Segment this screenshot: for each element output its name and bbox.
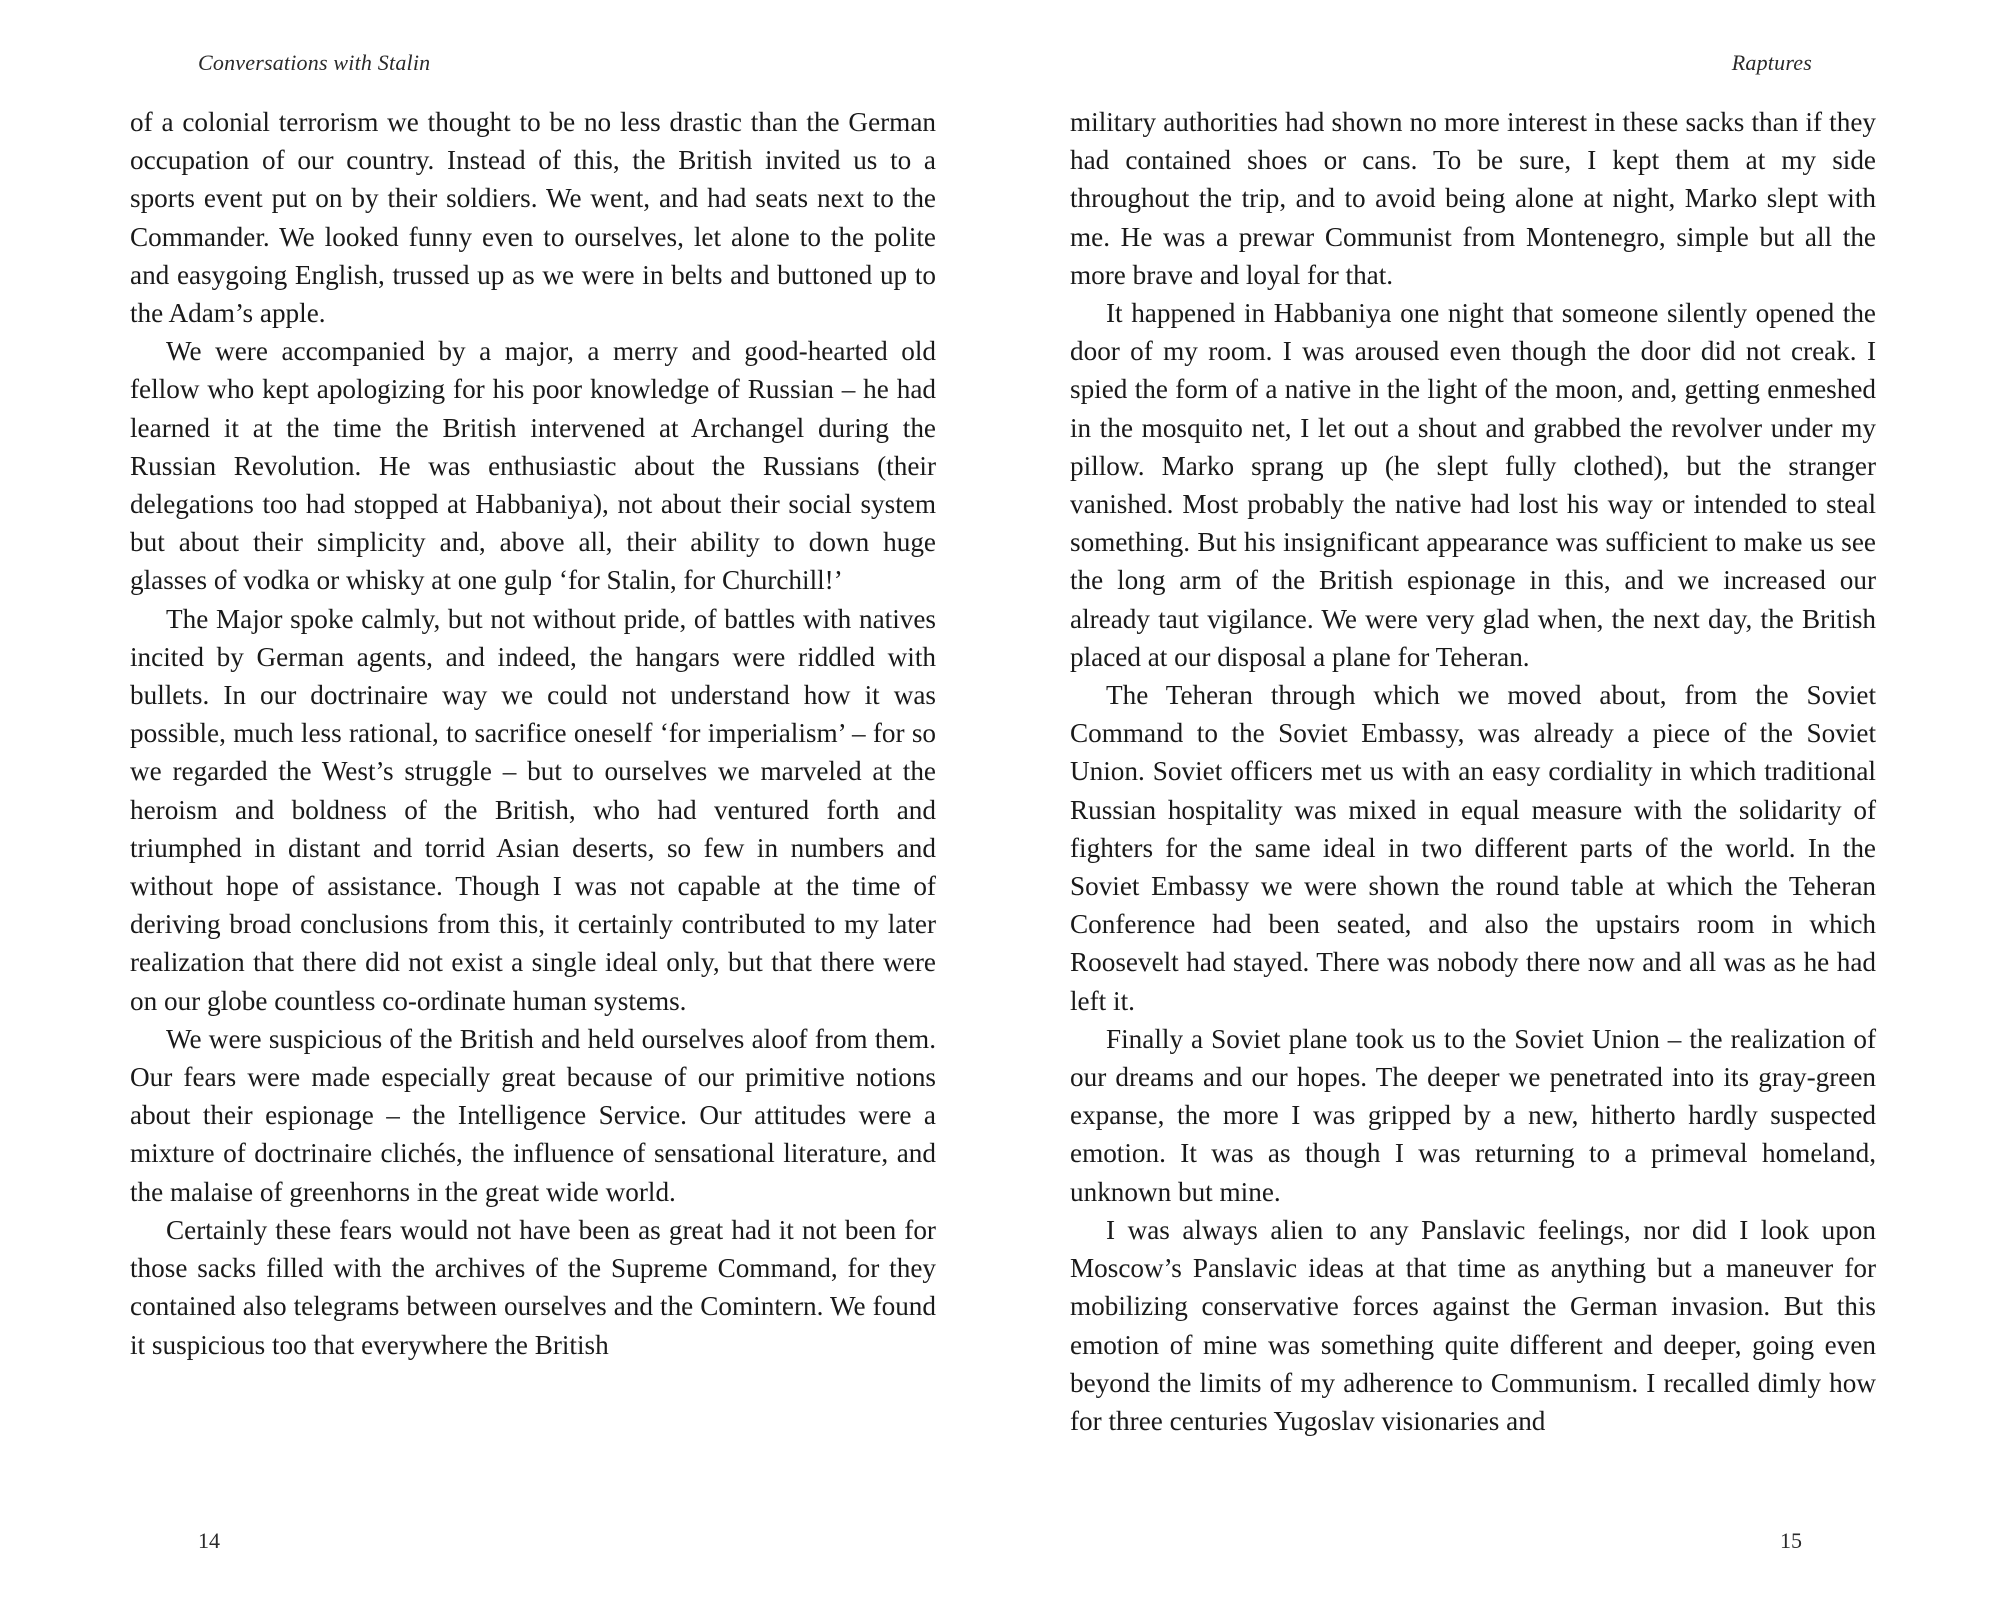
paragraph: We were suspicious of the British and held ourselves aloof from them. Our fears were made especially great because of our primitive notions about their espionage – the Intelligence Service. Our attitudes were a mixture of doctrinaire clichés, the influence of sensational literature, and the malaise of greenhorns in the great wide world. bbox=[130, 1023, 936, 1207]
paragraph: It happened in Habbaniya one night that someone silently opened the door of my room. I was aroused even though the door did not creak. I spied the form of a native in the light of the moon, and, getting enmeshed in the mosquito net, I let out a shout and grabbed the revolver under my pillow. Marko sprang up (he slept fully clothed), but the stranger vanished. Most probably the native had lost his way or intended to steal something. But his insignificant appearance was sufficient to make us see the long arm of the British espionage in this, and we increased our already taut vigilance. We were very glad when, the next day, the British placed at our disposal a plane for Teheran. bbox=[1070, 298, 1876, 672]
right-running-head: Raptures bbox=[1731, 50, 1812, 75]
paragraph: We were accompanied by a major, a merry and good-hearted old fellow who kept apologizing for his poor knowledge of Russian – he had learned it at the time the British intervened at Archangel during the Russian Revolution. He was enthusiastic about the Russians (their delegations too had stopped at Habbaniya), not about their social system but about their simplicity and, above all, their ability to down huge glasses of vodka or whisky at one gulp ‘for Stalin, for Churchill!’ bbox=[130, 336, 936, 596]
paragraph: The Teheran through which we moved about, from the Soviet Command to the Soviet Embassy, was already a piece of the Soviet Union. Soviet officers met us with an easy cordiality in which traditional Russian hospitality was mixed in equal measure with the solidarity of fighters for the same ideal in two different parts of the world. In the Soviet Embassy we were shown the round table at which the Teheran Conference had been seated, and also the upstairs room in which Roosevelt had stayed. There was nobody there now and all was as he had left it. bbox=[1070, 680, 1876, 1016]
right-page bbox=[1000, 0, 2000, 1612]
left-body-text bbox=[130, 103, 936, 1364]
left-page-number: 14 bbox=[198, 1528, 220, 1553]
paragraph: of a colonial terrorism we thought to be no less drastic than the German occupation of our country. Instead of this, the British invited us to a sports event put on by their soldiers. We went, and had seats next to the Commander. We looked funny even to ourselves, let alone to the polite and easygoing English, trussed up as we were in belts and buttoned up to the Adam’s apple. bbox=[130, 107, 936, 329]
paragraph: The Major spoke calmly, but not without pride, of battles with natives incited by German agents, and indeed, the hangars were riddled with bullets. In our doctrinaire way we could not understand how it was possible, much less rational, to sacrifice oneself ‘for imperialism’ – for so we regarded the West’s struggle – but to ourselves we marveled at the heroism and boldness of the British, who had ventured forth and triumphed in distant and torrid Asian deserts, so few in numbers and without hope of assistance. Though I was not capable at the time of deriving broad conclusions from this, it certainly contributed to my later realization that there did not exist a single ideal only, but that there were on our globe countless co-ordinate human systems. bbox=[130, 603, 936, 1016]
paragraph: military authorities had shown no more interest in these sacks than if they had contained shoes or cans. To be sure, I kept them at my side throughout the trip, and to avoid being alone at night, Marko slept with me. He was a prewar Communist from Montenegro, simple but all the more brave and loyal for that. bbox=[1070, 107, 1876, 290]
paragraph: Certainly these fears would not have been as great had it not been for those sacks filled with the archives of the Supreme Command, for they contained also telegrams between ourselves and the Comintern. We found it suspicious too that everywhere the British bbox=[130, 1214, 936, 1360]
paragraph: Finally a Soviet plane took us to the Soviet Union – the realization of our dreams and our hopes. The deeper we penetrated into its gray-green expanse, the more I was gripped by a new, hitherto hardly suspected emotion. It was as though I was returning to a primeval homeland, unknown but mine. bbox=[1070, 1023, 1876, 1207]
paragraph: I was always alien to any Panslavic feelings, nor did I look upon Moscow’s Panslavic ideas at that time as anything but a maneuver for mobilizing conservative forces against the German invasion. But this emotion of mine was something quite different and deeper, going even beyond the limits of my adherence to Communism. I recalled dimly how for three centuries Yugoslav visionaries and bbox=[1070, 1214, 1876, 1436]
left-running-head: Conversations with Stalin bbox=[198, 50, 431, 75]
right-body-text bbox=[1070, 103, 1876, 1440]
right-page-number: 15 bbox=[1780, 1528, 1802, 1553]
